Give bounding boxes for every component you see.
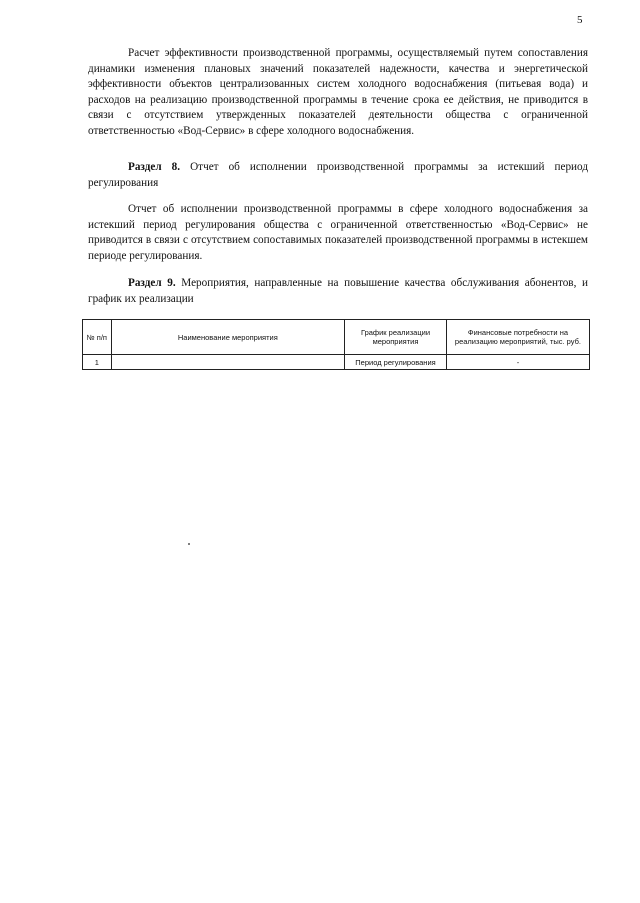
scan-speck <box>188 543 190 545</box>
page-number: 5 <box>577 14 583 26</box>
paragraph-program-report: Отчет об исполнении производственной программы в сфере холодного водоснабжения за истекший период регулирования общества с ограниченной ответственностью «Вод-Сервис» не приводится в связи с отсутствием сопоставимых показателей производственной программы в истекшем периоде регулирования. <box>88 203 588 262</box>
cell-financial-needs: - <box>446 355 589 370</box>
paragraph-efficiency-calculation: Расчет эффективности производственной программы, осуществляемый путем сопоставления динамики изменения плановых значений показателей надежности, качества и энергетической эффективности объектов централизованных систем холодного водоснабжения (питьевая вода) и расходов на реализацию производственной программы в течение срока ее действия, не приводится в связи с отсутствием утвержденных показателей деятельности общества с ограниченной ответственностью «Вод-Сервис» в сфере холодного водоснабжения. <box>88 47 588 137</box>
cell-number: 1 <box>83 355 112 370</box>
table-row <box>83 355 590 370</box>
header-financial-needs: Финансовые потребности на реализацию мероприятий, тыс. руб. <box>446 320 589 355</box>
header-schedule: График реализации мероприятия <box>345 320 447 355</box>
section-9-title: Мероприятия, направленные на повышение качества обслуживания абонентов, и график их реализации <box>88 277 589 305</box>
section-9-label: Раздел 9. <box>128 277 176 289</box>
section-8-label: Раздел 8. <box>128 161 181 173</box>
cell-schedule: Период регулирования <box>345 355 447 370</box>
header-measure-name: Наименование мероприятия <box>111 320 344 355</box>
section-8-title: Отчет об исполнении производственной программы за истекший период регулирования <box>88 161 589 189</box>
cell-measure-name <box>111 355 344 370</box>
section-9-heading <box>88 276 588 307</box>
header-number: № п/п <box>83 320 112 355</box>
measures-table <box>82 319 590 370</box>
table-header-row <box>83 320 590 355</box>
section-8-heading <box>88 160 588 191</box>
